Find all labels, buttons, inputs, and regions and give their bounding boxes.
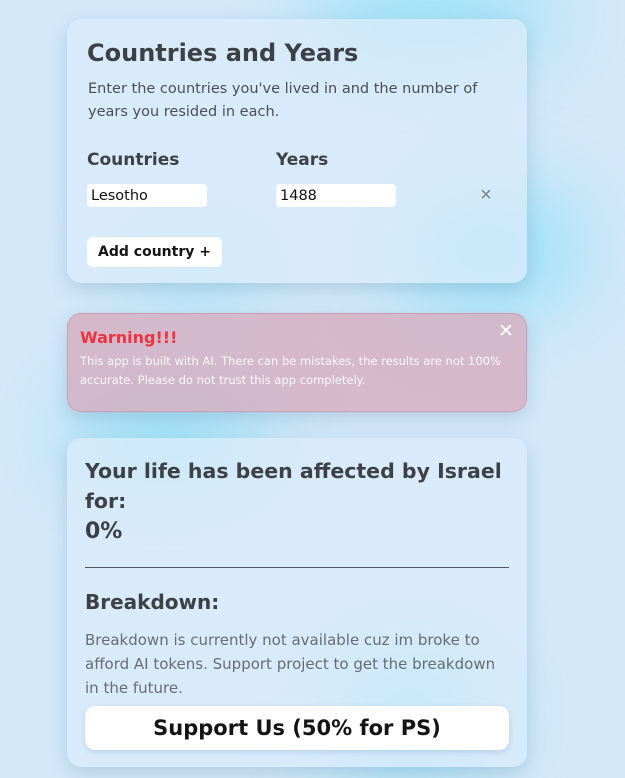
countries-column-header: Countries (87, 150, 180, 170)
warning-banner (67, 313, 527, 412)
close-icon: ✕ (498, 321, 514, 342)
countries-card (67, 19, 527, 283)
result-value: 0% (85, 519, 123, 544)
add-country-button[interactable]: Add country + (87, 237, 222, 267)
years-column-header: Years (276, 150, 329, 170)
warning-close-button[interactable] (496, 322, 516, 342)
breakdown-text: Breakdown is currently not available cuz im broke to afford AI tokens. Support project to get the breakdown in the future. (85, 631, 496, 697)
support-us-button[interactable]: Support Us (50% for PS) (85, 706, 509, 750)
result-card (67, 438, 527, 767)
card-description: Enter the countries you've lived in and the number of years you resided in each. (88, 81, 478, 120)
close-icon: × (480, 184, 492, 206)
divider (85, 567, 509, 568)
result-heading: Your life has been affected by Israel for: (85, 459, 502, 513)
country-input[interactable] (87, 184, 207, 207)
warning-text: This app is built with AI. There can be mistakes, the results are not 100% accurate. Please do not trust this app completely. (80, 354, 501, 387)
remove-row-button[interactable] (475, 184, 497, 206)
warning-title: Warning!!! (80, 328, 178, 347)
breakdown-title: Breakdown: (85, 590, 220, 614)
years-input[interactable] (276, 184, 396, 207)
card-title: Countries and Years (87, 39, 359, 67)
